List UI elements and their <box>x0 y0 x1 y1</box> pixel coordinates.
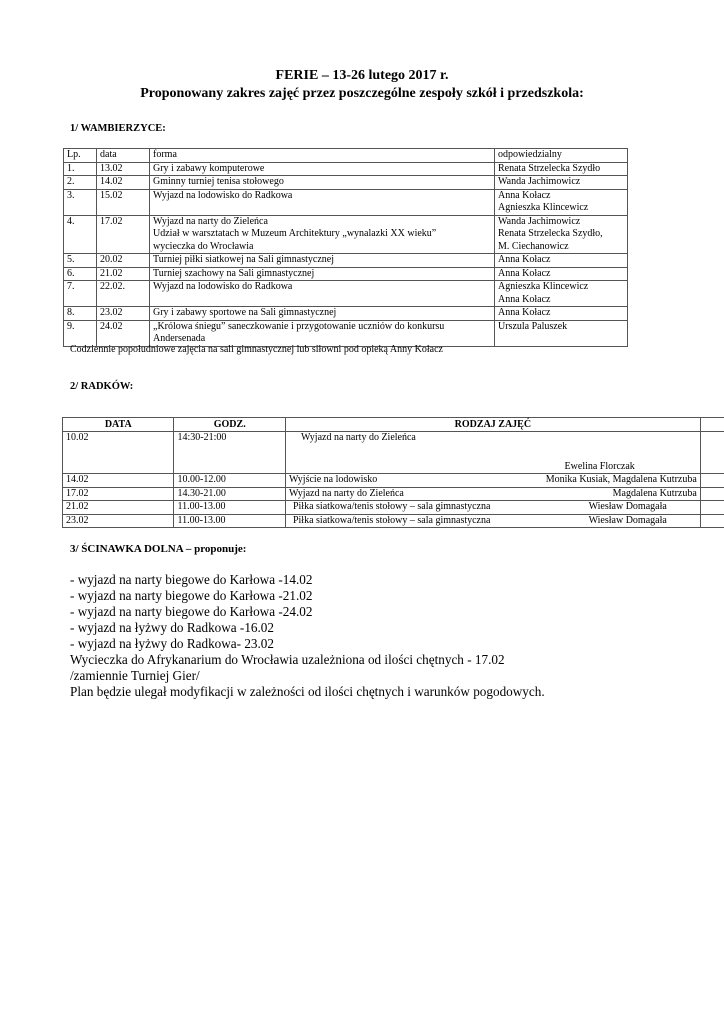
cell-lp: 6. <box>64 267 97 281</box>
cell-empty <box>700 487 724 501</box>
cell-lp: 8. <box>64 307 97 321</box>
responsible-line: Agnieszka Klincewicz <box>498 202 589 213</box>
forma-line: Turniej piłki siatkowej na Sali gimnastycznej <box>153 254 334 265</box>
cell-forma <box>150 162 495 176</box>
cell-forma <box>150 176 495 190</box>
activity-text: Piłka siatkowa/tenis stołowy – sala gimnastyczna <box>292 501 491 512</box>
activity-text: Wyjście na lodowisko <box>288 474 378 485</box>
cell-forma <box>150 215 495 254</box>
list-item: - wyjazd na narty biegowe do Karłowa -14.02 <box>70 572 313 587</box>
section1-note: Codziennie popołudniowe zajęcia na sali gimnastycznej lub siłowni pod opieką Anny Kołacz <box>70 344 443 355</box>
table-header-row <box>64 149 628 163</box>
cell-forma <box>150 307 495 321</box>
table-row <box>63 432 724 474</box>
activity-person: Magdalena Kutrzuba <box>612 487 697 499</box>
cell-date: 14.02 <box>97 176 150 190</box>
cell-lp: 5. <box>64 254 97 268</box>
activity-text: Piłka siatkowa/tenis stołowy – sala gimnastyczna <box>292 514 491 526</box>
cell-empty <box>700 501 724 515</box>
cell-forma <box>150 189 495 215</box>
cell-empty <box>700 432 724 474</box>
cell-forma <box>150 254 495 268</box>
table-header-row <box>63 418 724 432</box>
cell-date: 13.02 <box>97 162 150 176</box>
radkow-table <box>62 417 724 528</box>
cell-lp: 9. <box>64 320 97 346</box>
cell-activity <box>285 432 700 474</box>
cell-activity <box>285 501 700 515</box>
table-row <box>64 267 628 281</box>
list-item: - wyjazd na łyżwy do Radkowa- 23.02 <box>70 636 274 651</box>
responsible-line: Anna Kołacz <box>498 307 551 318</box>
activity-line <box>289 501 697 514</box>
responsible-line: Renata Strzelecka Szydło <box>498 162 601 174</box>
cell-date: 22.02. <box>97 281 150 307</box>
forma-line: Andersenada <box>153 333 206 344</box>
cell-date: 21.02 <box>63 501 174 515</box>
cell-date: 23.02 <box>97 307 150 321</box>
cell-time: 11.00-13.00 <box>174 501 285 515</box>
table-row <box>64 307 628 321</box>
table-row <box>63 501 724 515</box>
responsible-line: Renata Strzelecka Szydło, <box>498 228 603 239</box>
cell-lp: 7. <box>64 281 97 307</box>
cell-responsible <box>495 189 628 215</box>
cell-activity <box>285 474 700 488</box>
forma-line: Wyjazd na lodowisko do Radkowa <box>153 281 293 292</box>
column-header-empty <box>700 418 724 432</box>
activity-text: Wyjazd na narty do Zieleńca <box>300 432 416 443</box>
list-item: Plan będzie ulegał modyfikacji w zależności od ilości chętnych i warunków pogodowych. <box>70 684 545 699</box>
responsible-line: Anna Kołacz <box>498 189 551 201</box>
cell-time: 10.00-12.00 <box>174 474 285 488</box>
table-row <box>64 162 628 176</box>
responsible-line: Anna Kołacz <box>498 293 551 305</box>
responsible-line: Anna Kołacz <box>498 254 551 265</box>
activity-person: Wiesław Domagała <box>588 514 667 526</box>
column-header-date: data <box>97 149 150 163</box>
cell-forma <box>150 320 495 346</box>
column-header-lp: Lp. <box>64 149 97 163</box>
cell-date: 21.02 <box>97 267 150 281</box>
cell-date: 17.02 <box>97 215 150 254</box>
cell-date: 20.02 <box>97 254 150 268</box>
cell-lp: 3. <box>64 189 97 215</box>
forma-line: Turniej szachowy na Sali gimnastycznej <box>153 267 315 279</box>
cell-activity <box>285 514 700 528</box>
column-header-time: GODZ. <box>174 418 285 432</box>
table-row <box>64 215 628 254</box>
table-row <box>64 189 628 215</box>
cell-forma <box>150 267 495 281</box>
cell-responsible <box>495 176 628 190</box>
table-row <box>64 320 628 346</box>
cell-lp: 2. <box>64 176 97 190</box>
cell-responsible <box>495 320 628 346</box>
list-item: - wyjazd na łyżwy do Radkowa -16.02 <box>70 620 274 635</box>
cell-empty <box>700 474 724 488</box>
table-row <box>64 254 628 268</box>
cell-time: 14:30-21:00 <box>174 432 285 474</box>
forma-line: Gry i zabawy sportowe na Sali gimnastycznej <box>153 307 337 318</box>
cell-date: 23.02 <box>63 514 174 528</box>
forma-line: wycieczka do Wrocławia <box>153 240 254 252</box>
forma-line: „Królowa śniegu” saneczkowanie i przygotowanie uczniów do konkursu <box>153 320 445 332</box>
cell-date: 14.02 <box>63 474 174 488</box>
document-subtitle: Proponowany zakres zajęć przez poszczególne zespoły szkół i przedszkola: <box>140 86 584 101</box>
cell-date: 15.02 <box>97 189 150 215</box>
responsible-line: Anna Kołacz <box>498 267 551 279</box>
responsible-line: Agnieszka Klincewicz <box>498 281 589 292</box>
cell-responsible <box>495 281 628 307</box>
activity-line <box>289 474 697 487</box>
section2-heading: 2/ RADKÓW: <box>70 381 134 392</box>
cell-responsible <box>495 254 628 268</box>
cell-date: 24.02 <box>97 320 150 346</box>
responsible-line: M. Ciechanowicz <box>498 240 569 252</box>
responsible-line: Urszula Paluszek <box>498 320 568 332</box>
cell-responsible <box>495 215 628 254</box>
cell-forma <box>150 281 495 307</box>
section3-list <box>70 572 545 700</box>
column-header-forma: forma <box>150 149 495 163</box>
forma-line: Udział w warsztatach w Muzeum Architektury „wynalazki XX wieku” <box>153 228 437 239</box>
document-title: FERIE – 13-26 lutego 2017 r. <box>275 68 449 83</box>
column-header-resp: odpowiedzialny <box>495 149 628 163</box>
cell-time: 11.00-13.00 <box>174 514 285 528</box>
table-row <box>64 176 628 190</box>
cell-responsible <box>495 307 628 321</box>
cell-date: 10.02 <box>63 432 174 474</box>
responsible-line: Wanda Jachimowicz <box>498 215 581 227</box>
column-header-date: DATA <box>63 418 174 432</box>
table-row <box>63 514 724 528</box>
responsible-line: Wanda Jachimowicz <box>498 176 581 187</box>
cell-lp: 1. <box>64 162 97 176</box>
cell-lp: 4. <box>64 215 97 254</box>
activity-person: Wiesław Domagała <box>588 501 667 512</box>
activity-line <box>289 515 697 528</box>
table-row <box>64 281 628 307</box>
list-item: Wycieczka do Afrykanarium do Wrocławia uzależniona od ilości chętnych - 17.02 <box>70 652 505 667</box>
column-header-activity: RODZAJ ZAJĘĆ <box>285 418 700 432</box>
activity-text: Wyjazd na narty do Zieleńca <box>288 487 404 499</box>
forma-line: Wyjazd na lodowisko do Radkowa <box>153 189 293 201</box>
table-row <box>63 474 724 488</box>
cell-date: 17.02 <box>63 487 174 501</box>
activity-line <box>289 488 697 501</box>
cell-responsible <box>495 267 628 281</box>
list-item: - wyjazd na narty biegowe do Karłowa -21.02 <box>70 588 313 603</box>
forma-line: Gminny turniej tenisa stołowego <box>153 176 284 187</box>
list-item: - wyjazd na narty biegowe do Karłowa -24.02 <box>70 604 313 619</box>
forma-line: Gry i zabawy komputerowe <box>153 162 265 174</box>
section1-heading: 1/ WAMBIERZYCE: <box>70 123 166 134</box>
cell-time: 14.30-21.00 <box>174 487 285 501</box>
cell-responsible <box>495 162 628 176</box>
cell-activity <box>285 487 700 501</box>
wambierzyce-table <box>63 148 628 347</box>
section3-heading: 3/ ŚCINAWKA DOLNA – proponuje: <box>70 543 247 555</box>
forma-line: Wyjazd na narty do Zieleńca <box>153 215 268 227</box>
table-row <box>63 487 724 501</box>
activity-person: Ewelina Florczak <box>564 460 635 472</box>
activity-person: Monika Kusiak, Magdalena Kutrzuba <box>545 474 697 485</box>
cell-empty <box>700 514 724 528</box>
list-item: /zamiennie Turniej Gier/ <box>70 668 200 683</box>
